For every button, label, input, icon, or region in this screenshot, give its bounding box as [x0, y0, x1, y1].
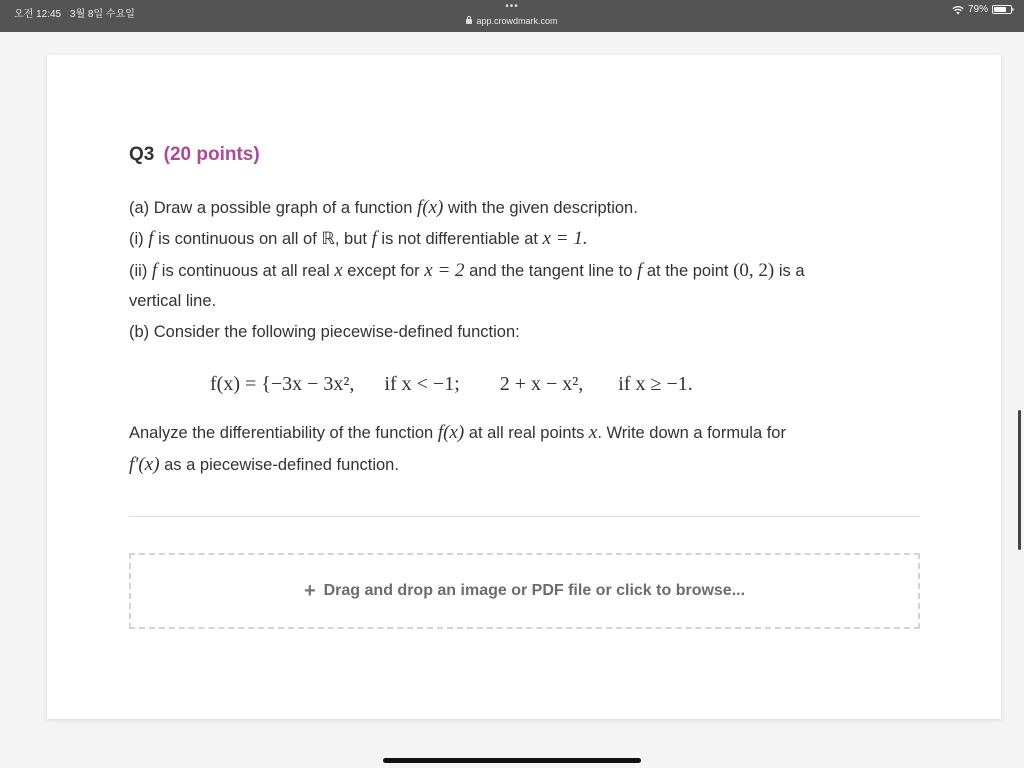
status-bar [0, 0, 1024, 32]
math-fx: f(x) [417, 197, 444, 218]
url-text: app.crowdmark.com [476, 16, 558, 26]
scrollbar[interactable] [1018, 410, 1021, 550]
part-a-intro [129, 197, 638, 219]
math-fprime: f′(x) [129, 454, 160, 475]
math-f: f [371, 228, 377, 249]
math-x: x [588, 422, 598, 443]
math-x-eq-2: x = 2 [424, 260, 465, 281]
math-x-eq-1: x = 1. [542, 228, 588, 249]
plus-icon: + [303, 579, 316, 602]
part-a-i [129, 228, 588, 250]
b-text: . Write down a formula for [597, 424, 786, 442]
ii-label: (ii) [129, 262, 152, 280]
i-text: is continuous on all of [153, 230, 322, 248]
wifi-icon [952, 5, 964, 15]
lock-icon [466, 19, 472, 24]
ii-text: is a [774, 262, 805, 280]
question-card [47, 55, 1001, 719]
math-reals: ℝ [321, 229, 335, 249]
status-indicators [952, 4, 1012, 15]
part-a-ii-cont: vertical line. [129, 292, 217, 310]
math-f: f [148, 228, 154, 249]
i-label: (i) [129, 230, 149, 248]
math-point: (0, 2) [733, 260, 775, 281]
b-text: at all real points [464, 424, 589, 442]
question-points: (20 points) [163, 144, 260, 165]
question-label: Q3 [129, 144, 155, 165]
part-b-analyze-cont [129, 454, 399, 476]
i-text: is not differentiable at [376, 230, 543, 248]
part-a-text: (a) Draw a possible graph of a function [129, 199, 417, 217]
battery-percent: 79% [967, 4, 988, 15]
math-x: x [334, 260, 343, 281]
home-indicator[interactable] [383, 758, 641, 763]
file-dropzone[interactable] [129, 553, 920, 629]
ii-text: at the point [642, 262, 734, 280]
ii-text: and the tangent line to [464, 262, 637, 280]
status-date: 3월 8일 수요일 [69, 9, 135, 20]
b-text: Analyze the differentiability of the function [129, 424, 438, 442]
part-b-analyze [129, 422, 786, 444]
status-time: 오전 12:45 [14, 9, 62, 20]
battery-icon [992, 5, 1012, 14]
math-f: f [637, 260, 643, 281]
piecewise-formula: f(x) = {−3x − 3x², if x < −1; 2 + x − x², if x ≥ −1. [210, 373, 693, 395]
part-b-intro: (b) Consider the following piecewise-defined function: [129, 323, 520, 341]
math-f: f [151, 260, 158, 281]
browser-menu-dots[interactable]: ••• [505, 1, 519, 12]
b-text: as a piecewise-defined function. [159, 456, 399, 474]
part-a-text-end: with the given description. [443, 199, 638, 217]
ii-text: except for [342, 262, 425, 280]
math-fx: f(x) [437, 422, 465, 443]
question-title [129, 144, 260, 166]
ii-text: is continuous at all real [157, 262, 335, 280]
i-text: , but [334, 230, 372, 248]
part-a-ii [129, 260, 805, 282]
dropzone-label: Drag and drop an image or PDF file or click to browse... [323, 582, 746, 599]
divider [129, 516, 920, 517]
address-bar[interactable] [0, 16, 1024, 26]
